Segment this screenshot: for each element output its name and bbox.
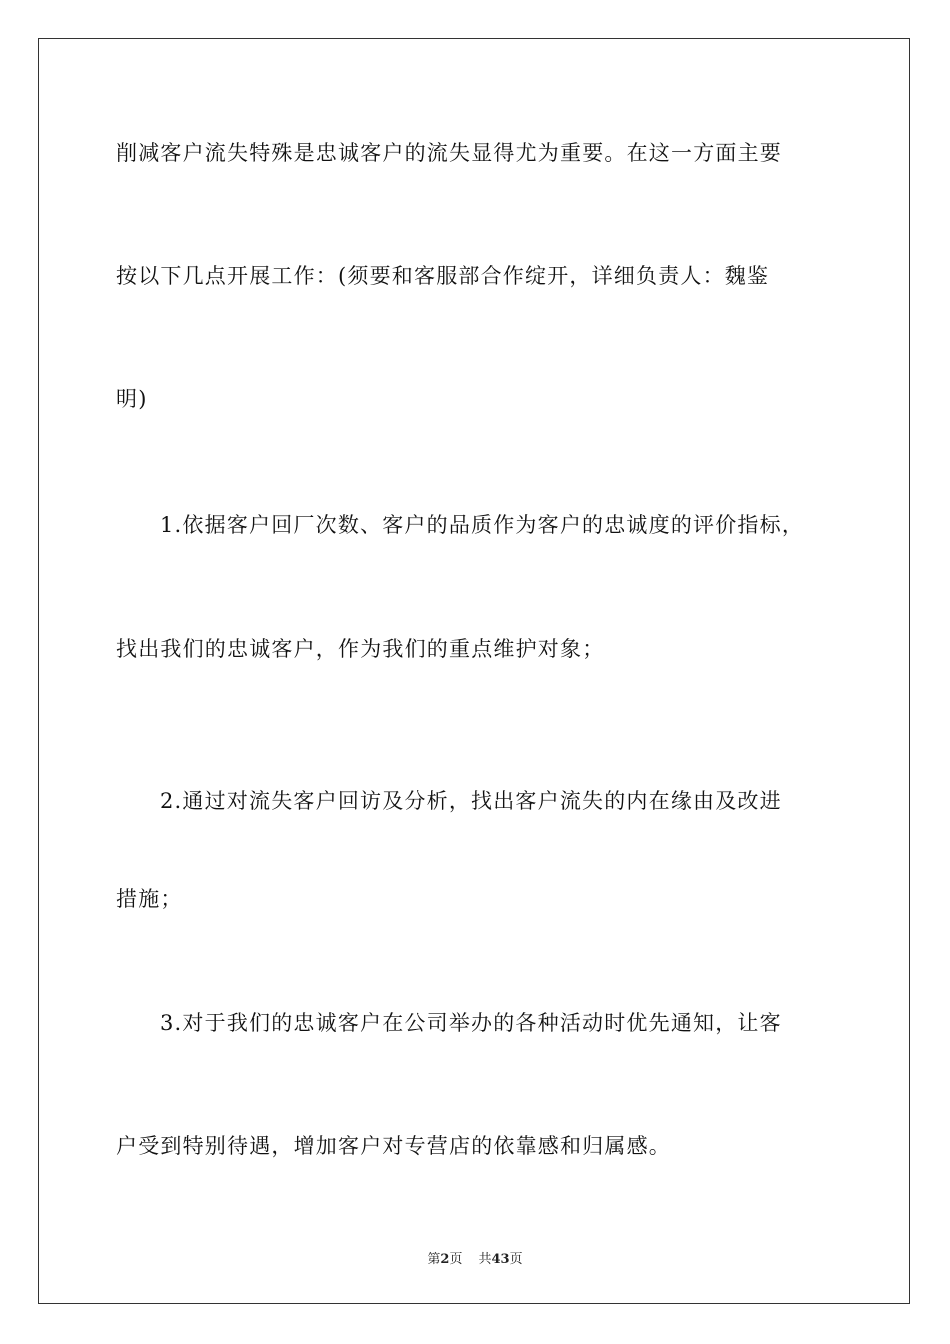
footer-total-prefix: 共 [478,1252,492,1267]
footer-total-suffix: 页 [509,1252,523,1267]
body-line-5: 找出我们的忠诚客户，作为我们的重点维护对象； [116,637,605,661]
footer-page-number: 2 [440,1252,450,1267]
page-border [38,38,910,1304]
body-line-6: 2.通过对流失客户回访及分析，找出客户流失的内在缘由及改进 [160,789,782,813]
body-line-1: 削减客户流失特殊是忠诚客户的流失显得尤为重要。在这一方面主要 [116,141,782,165]
footer-total-pages: 43 [491,1252,510,1267]
body-line-9: 户受到特别待遇，增加客户对专营店的依靠感和归属感。 [116,1134,671,1158]
body-line-7: 措施； [116,887,183,911]
body-line-8: 3.对于我们的忠诚客户在公司举办的各种活动时优先通知，让客 [160,1011,782,1035]
page-footer [0,1248,950,1267]
body-line-2: 按以下几点开展工作：(须要和客服部合作绽开，详细负责人：魏鉴 [116,264,770,288]
footer-page-prefix: 第 [427,1252,441,1267]
footer-page-suffix: 页 [449,1252,463,1267]
body-line-3: 明) [116,387,148,411]
body-line-4: 1.依据客户回厂次数、客户的品质作为客户的忠诚度的评价指标， [160,513,805,537]
